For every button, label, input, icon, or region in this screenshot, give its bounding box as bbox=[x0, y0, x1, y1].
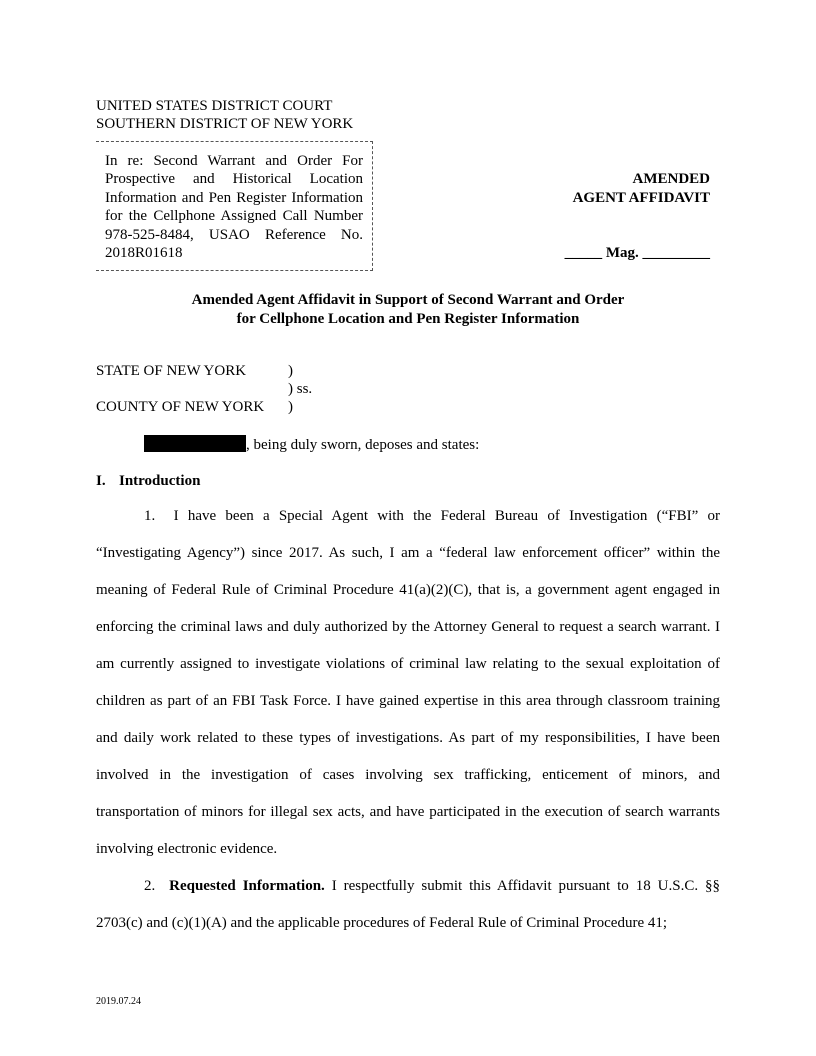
document-title-line2: for Cellphone Location and Pen Register Information bbox=[236, 311, 580, 327]
venue-county: COUNTY OF NEW YORK bbox=[96, 399, 265, 415]
section-title: Introduction bbox=[119, 473, 201, 489]
document-title bbox=[96, 291, 720, 329]
footer-date: 2019.07.24 bbox=[96, 996, 141, 1007]
section-heading-introduction bbox=[96, 472, 200, 491]
mag-label: Mag. bbox=[605, 245, 639, 261]
oath-line bbox=[144, 435, 479, 455]
body-paragraphs bbox=[96, 498, 720, 942]
document-type-line2: AGENT AFFIDAVIT bbox=[572, 190, 710, 206]
redaction-block bbox=[144, 435, 246, 452]
mag-number-line bbox=[565, 244, 710, 263]
case-caption-box bbox=[96, 141, 373, 271]
mag-number-blank-1: _____ bbox=[564, 245, 603, 261]
venue-paren-1: ) bbox=[288, 363, 293, 379]
section-number: I. bbox=[96, 473, 106, 489]
paragraph-2-text: I respectfully submit this Affidavit pursuant to 18 U.S.C. §§ 2703(c) and (c)(1)(A) and the applicable procedures of Federal Rule of Criminal Procedure 41; bbox=[96, 878, 721, 931]
paragraph-1: 1. I have been a Special Agent with the Federal Bureau of Investigation (“FBI” or “Investigating Agency”) since 2017. As such, I am a “federal law enforcement officer” within the meaning of Federal Rule of Criminal Procedure 41(a)(2)(C), that is, a government agent engaged in enforcing the criminal laws and duly authorized by the Attorney General to request a search warrant. I am currently assigned to investigate violations of criminal law relating to the sexual exploitation of children as part of an FBI Task Force. I have gained expertise in this area through classroom training and daily work related to these types of investigations. As part of my responsibilities, I have been involved in the investigation of cases involving sex trafficking, enticement of minors, and transportation of minors for illegal sex acts, and have participated in the execution of search warrants involving electronic evidence. bbox=[96, 508, 720, 857]
paragraph-2 bbox=[96, 868, 720, 942]
venue-paren-2: ) bbox=[288, 399, 293, 415]
document-title-line1: Amended Agent Affidavit in Support of Second Warrant and Order bbox=[191, 292, 625, 308]
document-type bbox=[573, 170, 710, 208]
document-type-line1: AMENDED bbox=[632, 171, 710, 187]
venue-state: STATE OF NEW YORK bbox=[96, 363, 247, 379]
venue-ss: ) ss. bbox=[288, 381, 313, 397]
mag-number-blank-2: _________ bbox=[642, 245, 710, 261]
court-name-line2: SOUTHERN DISTRICT OF NEW YORK bbox=[96, 116, 354, 132]
paragraph-2-label: Requested Information. bbox=[169, 878, 325, 894]
oath-text: , being duly sworn, deposes and states: bbox=[246, 437, 480, 453]
court-name-line1: UNITED STATES DISTRICT COURT bbox=[96, 98, 333, 114]
paragraph-2-number: 2. bbox=[144, 878, 156, 894]
case-caption-text: In re: Second Warrant and Order For Prospective and Historical Location Information and Pen Register Information for the Cellphone Assigned Call Number 978-525-8484, USAO Reference No. 2018R01618 bbox=[105, 153, 363, 262]
